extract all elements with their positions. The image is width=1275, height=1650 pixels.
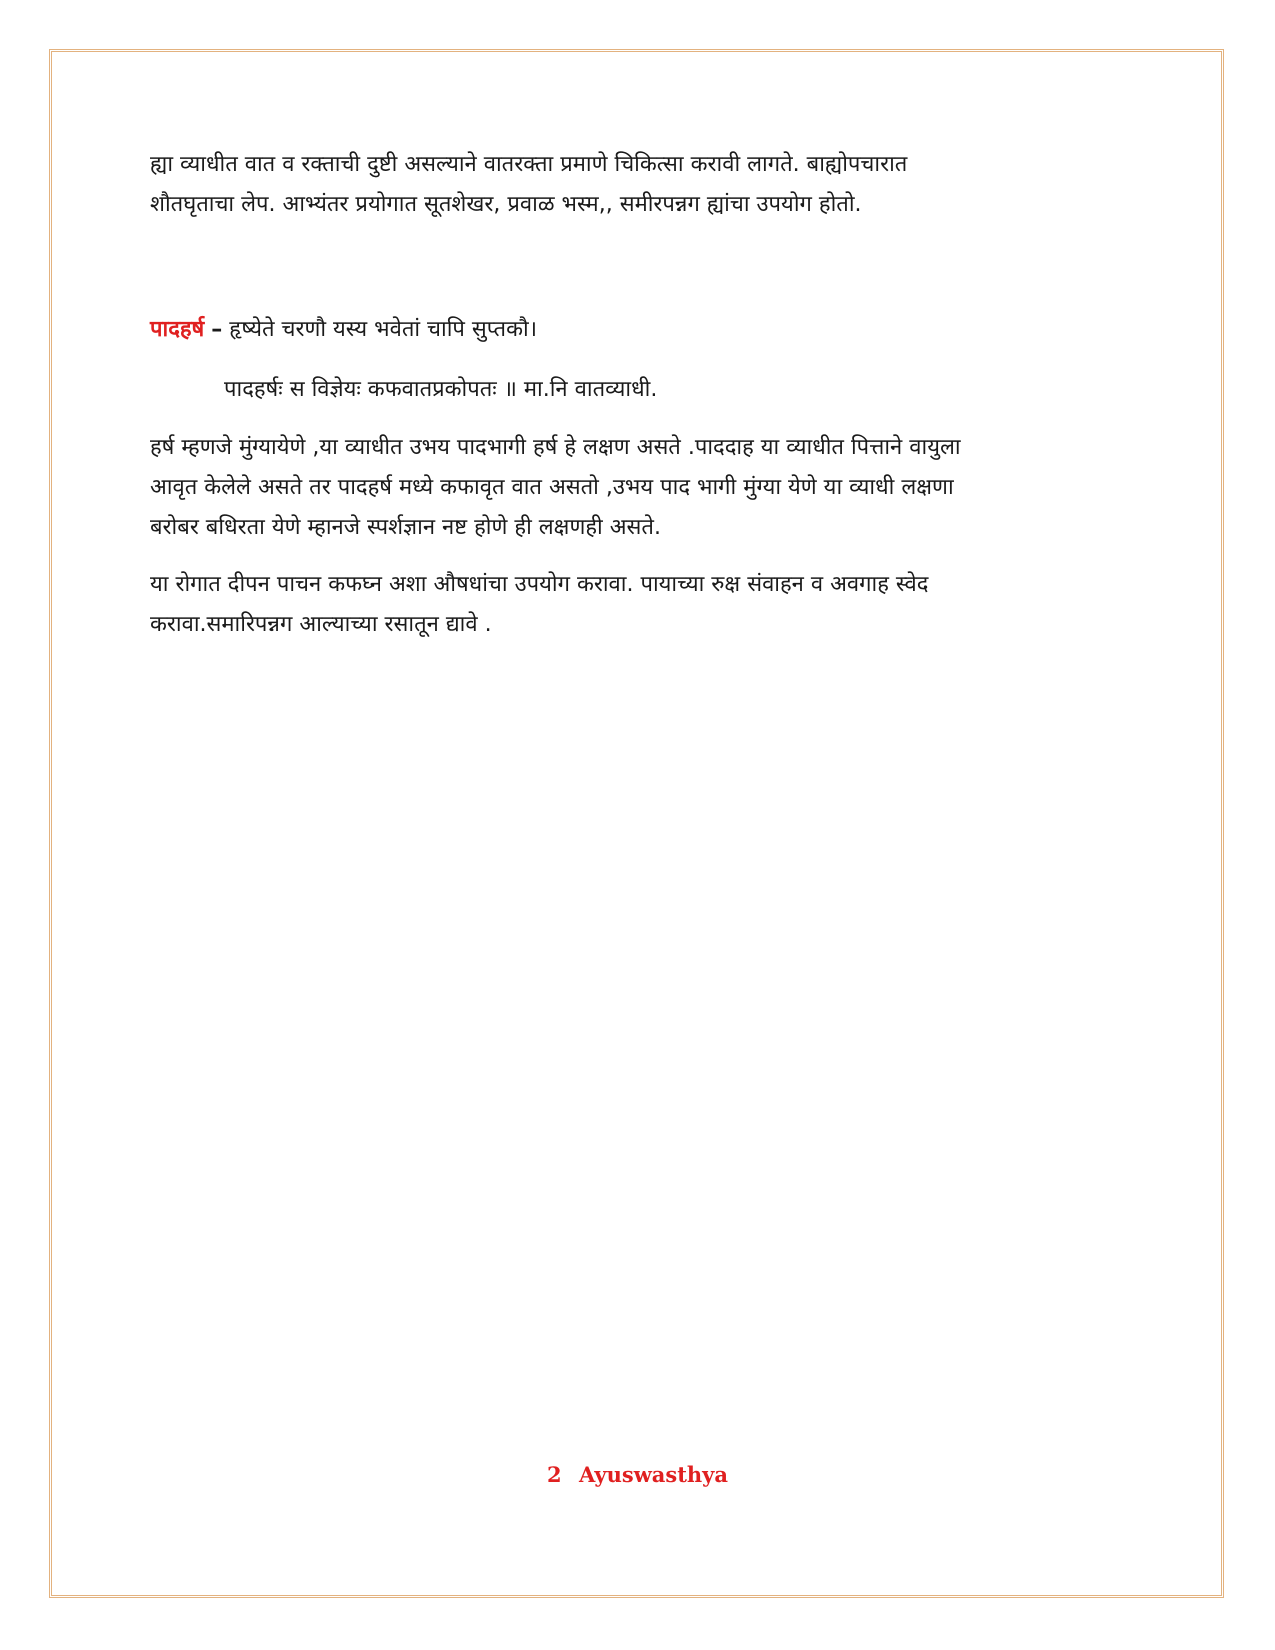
verse-line-1: हृष्येते चरणौ यस्य भवेतां चापि सुप्तकौ।	[229, 317, 538, 342]
paragraph-line: हर्ष म्हणजे मुंग्यायेणे ,या व्याधीत उभय पादभागी हर्ष हे लक्षण असते .पाददाह या व्याधीत पित्ताने वायुला	[150, 435, 961, 460]
footer-title: Ayuswasthya	[578, 1462, 728, 1487]
page-number: 2	[547, 1462, 562, 1487]
paragraph-line: शौतघृताचा लेप. आभ्यंतर प्रयोगात सूतशेखर, प्रवाळ भस्म,, समीरपन्नग ह्यांचा उपयोग होतो.	[150, 192, 862, 217]
verse-text: पादहर्षः स विज्ञेयः कफवातप्रकोपतः ॥ मा.नि वातव्याधी.	[224, 377, 658, 402]
paragraph-line: आवृत केलेले असते तर पादहर्ष मध्ये कफावृत वात असतो ,उभय पाद भागी मुंग्या येणे या व्याधी लक्षणा	[150, 475, 954, 500]
paragraph-therapy	[150, 565, 928, 645]
paragraph-line: करावा.समारिपन्नग आल्याच्या रसातून द्यावे .	[150, 612, 492, 637]
paragraph-description	[150, 428, 961, 548]
paragraph-line: ह्या व्याधीत वात व रक्ताची दुष्टी असल्याने वातरक्ता प्रमाणे चिकित्सा करावी लागते. बाह्योपचारात	[150, 152, 908, 177]
paragraph-treatment	[150, 145, 907, 225]
paragraph-line: या रोगात दीपन पाचन कफघ्न अशा औषधांचा उपयोग करावा. पायाच्या रुक्ष संवाहन व अवगाह स्वेद	[150, 572, 929, 597]
paragraph-line: बरोबर बधिरता येणे म्हानजे स्पर्शज्ञान नष्ट होणे ही लक्षणही असते.	[150, 515, 661, 540]
section-term: पादहर्ष	[150, 317, 205, 342]
verse-line-2	[224, 370, 657, 410]
heading-dash: –	[211, 317, 223, 342]
page-border	[49, 49, 1224, 1598]
section-heading	[150, 310, 537, 350]
page-footer	[0, 1462, 1275, 1487]
